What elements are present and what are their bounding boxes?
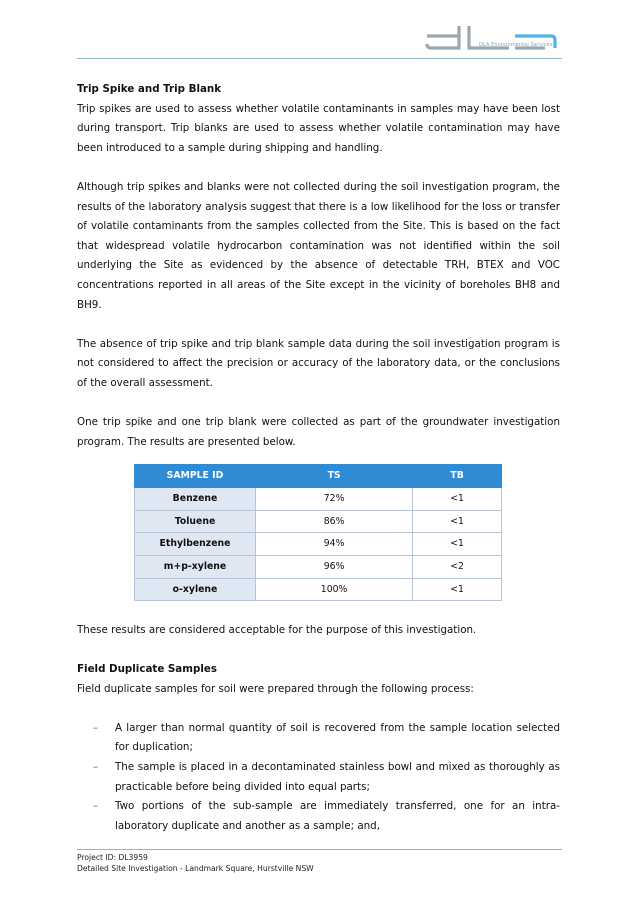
footer-document-title: Detailed Site Investigation - Landmark Square, Hurstville NSW bbox=[77, 864, 314, 873]
trip-paragraph-4: One trip spike and one trip blank were collected as part of the groundwater investigation program. The results are presented below. bbox=[77, 416, 560, 448]
list-item bbox=[77, 758, 560, 797]
duplicates-heading: Field Duplicate Samples bbox=[77, 663, 217, 676]
sample-id-cell: Toluene bbox=[135, 510, 256, 533]
table-header-row bbox=[135, 465, 502, 488]
table-row bbox=[135, 533, 502, 556]
trip-paragraph-2: Although trip spikes and blanks were not collected during the soil investigation program, the results of the laboratory analysis suggest that there is a low likelihood for the loss or transfer of volatile contaminants from the samples collected from the Site. This is based on the fact that widespread volatile hydrocarbon contamination was not identified within the soil underlying the Site as evidenced by the absence of detectable TRH, BTEX and VOC concentrations reported in all areas of the Site except in the vicinity of boreholes BH8 and BH9. bbox=[77, 180, 560, 311]
table-row bbox=[135, 556, 502, 579]
tb-cell: <1 bbox=[413, 578, 502, 601]
footer-project-id: Project ID: DL3959 bbox=[77, 853, 148, 862]
tb-cell: <1 bbox=[413, 488, 502, 511]
list-item bbox=[77, 719, 560, 758]
bullet-dash: – bbox=[93, 721, 99, 734]
duplicates-intro: Field duplicate samples for soil were prepared through the following process: bbox=[77, 682, 474, 695]
trip-heading: Trip Spike and Trip Blank bbox=[77, 83, 222, 95]
tb-cell: <1 bbox=[413, 510, 502, 533]
ts-cell: 94% bbox=[256, 533, 413, 556]
list-item-text: A larger than normal quantity of soil is recovered from the sample location selected for duplication; bbox=[115, 721, 560, 754]
conclusion-paragraph: These results are considered acceptable for the purpose of this investigation. bbox=[77, 623, 477, 636]
table-row bbox=[135, 510, 502, 533]
header-sample-id: SAMPLE ID bbox=[135, 465, 256, 488]
ts-cell: 86% bbox=[256, 510, 413, 533]
footer-divider bbox=[77, 849, 562, 850]
list-item-text: The sample is placed in a decontaminated stainless bowl and mixed as thoroughly as practicable before being divided into equal parts; bbox=[115, 761, 560, 793]
tb-cell: <2 bbox=[413, 556, 502, 579]
header-tb: TB bbox=[413, 465, 502, 488]
sample-id-cell: o-xylene bbox=[135, 578, 256, 601]
sample-id-cell: Ethylbenzene bbox=[135, 533, 256, 556]
ts-cell: 100% bbox=[256, 578, 413, 601]
bullet-dash: – bbox=[93, 800, 99, 813]
list-item bbox=[77, 797, 560, 836]
sample-id-cell: Benzene bbox=[135, 488, 256, 511]
ts-cell: 96% bbox=[256, 556, 413, 579]
duplicate-process-list bbox=[77, 719, 560, 837]
tb-cell: <1 bbox=[413, 533, 502, 556]
header-divider bbox=[77, 58, 562, 59]
dla-logo-icon bbox=[425, 16, 565, 56]
list-item-text: Two portions of the sub-sample are immediately transferred, one for an intra-laboratory duplicate and another as a sample; and, bbox=[115, 800, 560, 832]
logo-subtitle: DLA Environmental Services bbox=[479, 42, 553, 48]
dla-logo bbox=[425, 16, 565, 56]
bullet-dash: – bbox=[93, 761, 99, 773]
sample-id-cell: m+p-xylene bbox=[135, 556, 256, 579]
trip-paragraph-3: The absence of trip spike and trip blank sample data during the soil investigation program is not considered to affect the precision or accuracy of the laboratory data, or the conclusions of the overall assessment. bbox=[77, 337, 560, 389]
page-footer bbox=[77, 852, 314, 874]
header-ts: TS bbox=[256, 465, 413, 488]
trip-results-table bbox=[134, 464, 502, 601]
ts-cell: 72% bbox=[256, 488, 413, 511]
trip-paragraph-1: Trip spikes are used to assess whether volatile contaminants in samples may have been lost during transport. Trip blanks are used to assess whether volatile contamination may have been introduced to a sample during shipping and handling. bbox=[77, 102, 560, 154]
table-row bbox=[135, 578, 502, 601]
main-content bbox=[77, 80, 560, 836]
table-row bbox=[135, 488, 502, 511]
